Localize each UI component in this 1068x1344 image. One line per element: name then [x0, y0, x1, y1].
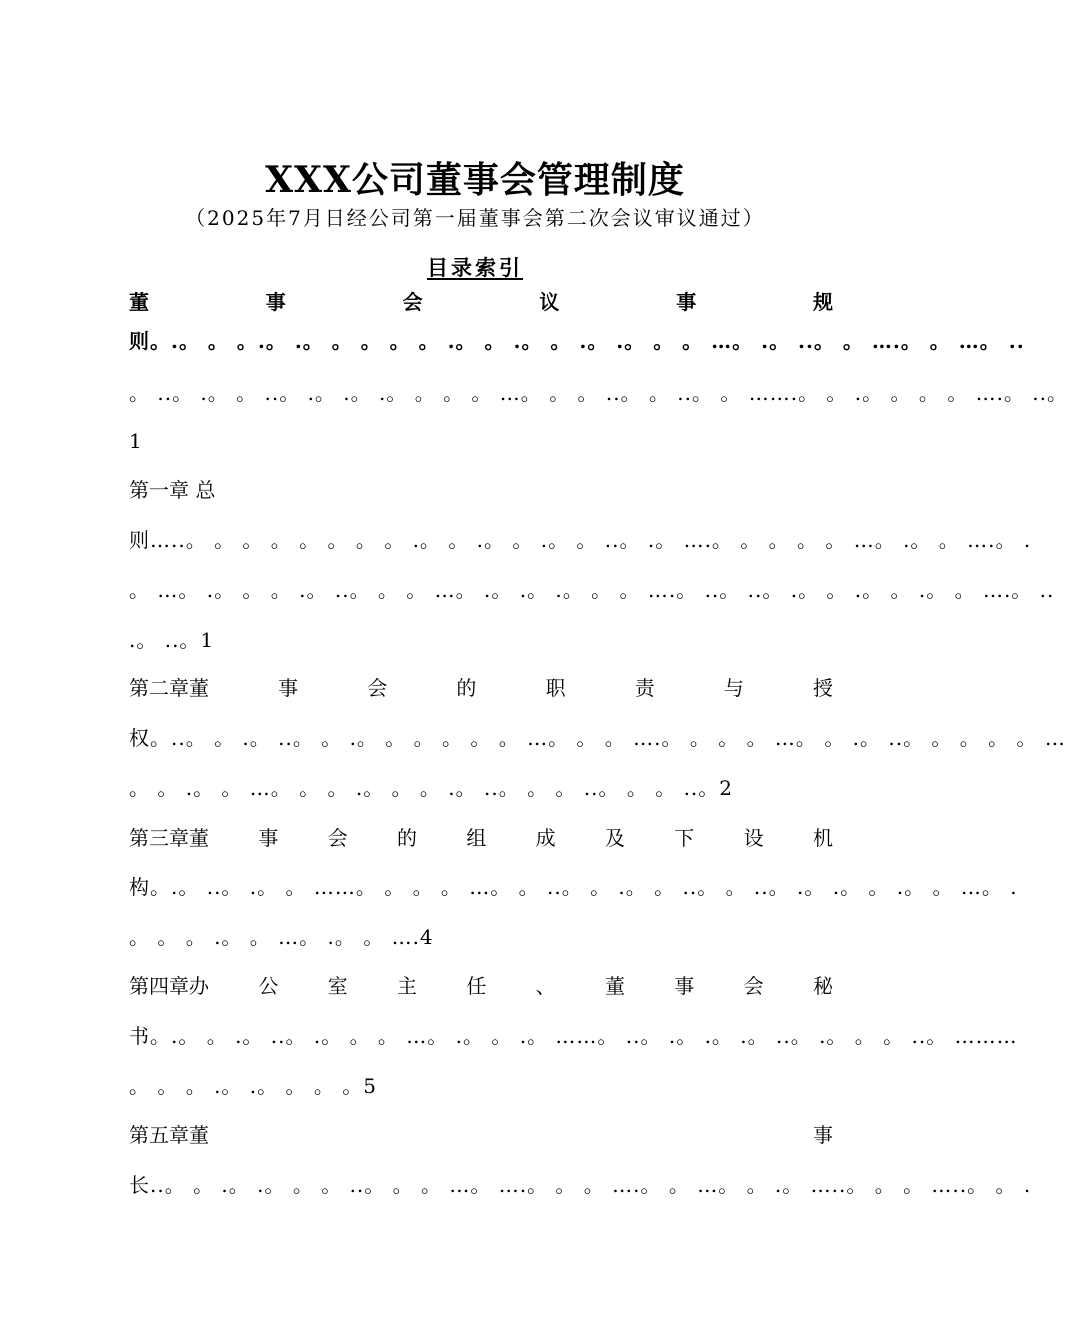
toc-entry-1-line-0: 则…..。 。 。 。 。 。 。 。 .。 。 .。 。 .。 。 ..。 .。 ….。 。 。 。 。 …。 .。 。 ….。 .	[129, 528, 1032, 552]
toc-entry-0-title[interactable]	[129, 289, 833, 315]
toc-char: 公	[258, 974, 279, 998]
toc-char: 事	[674, 974, 695, 998]
toc-heading	[0, 252, 950, 282]
toc-char: 的	[396, 826, 417, 850]
toc-char: 室	[327, 974, 348, 998]
toc-char: 事	[813, 1123, 833, 1147]
toc-entry-1-page: .。 ..。1	[129, 628, 215, 652]
toc-char: 事	[676, 290, 697, 314]
toc-char: 第一章 总	[129, 478, 216, 502]
toc-entry-3-line-0: 构。.。 ..。 .。 。 ……。 。 。 。 …。 。 ..。 。 .。 。 ..。 。 ..。 .。 .。 。 .。 。 …。 .	[129, 875, 1018, 899]
toc-char: 议	[539, 290, 560, 314]
toc-entry-2-line-1: 。 。 .。 。 …。 。 。 .。 。 。 .。 ..。 。 。 ..。 。 。 ..。2	[129, 776, 734, 800]
toc-entry-5-title[interactable]	[129, 1122, 833, 1148]
toc-entry-0-page: 1	[129, 429, 142, 453]
toc-char: 事	[278, 676, 299, 700]
toc-entry-2-line-0: 权。..。 。 .。 ..。 。 .。 。 。 。 。 。 …。 。 。 ….。 。 。 。 …。 。 .。 ..。 。 。 。 。 …	[129, 726, 1066, 750]
toc-char: 会	[402, 290, 423, 314]
toc-char: 第四章办	[129, 974, 209, 998]
toc-entry-1-line-1: 。 …。 .。 。 。 .。 ..。 。 。 …。 .。 .。 .。 。 。 ….。 ..。 ..。 .。 。 .。 。 .。 。 ….。 ..	[129, 578, 1055, 602]
toc-char: 与	[723, 676, 744, 700]
toc-entry-5-line-0: 长..。 。 .。 .。 。 。 ..。 。 。 …。 ….。 。 。 ….。 。 …。 。 .。 …..。 。 。 …..。 。 .	[129, 1173, 1032, 1197]
toc-char: 、	[535, 974, 556, 998]
toc-char: 第五章董	[129, 1123, 209, 1147]
toc-char: 会	[327, 826, 348, 850]
toc-char: 会	[743, 974, 764, 998]
toc-char: 董	[129, 290, 149, 314]
toc-heading-text: 目录索引	[427, 255, 523, 280]
toc-char: 授	[812, 676, 833, 700]
toc-char: 的	[456, 676, 477, 700]
toc-entry-4-line-0: 书。.。 。 .。 ..。 .。 。 。 …。 .。 。 .。 ……。 ..。 .。 .。 .。 ..。 .。 。 。 ..。 ………	[129, 1024, 1018, 1048]
toc-char: 秘	[812, 974, 833, 998]
toc-char: 及	[604, 826, 625, 850]
document-subtitle: （2025年7月日经公司第一届董事会第二次会议审议通过）	[185, 206, 765, 230]
toc-entry-0-line-0	[129, 328, 1025, 354]
toc-char: 组	[466, 826, 487, 850]
toc-char: 任	[466, 974, 487, 998]
toc-char: 责	[634, 676, 655, 700]
document-title: XXX公司董事会管理制度	[265, 159, 685, 201]
toc-char: 规	[812, 290, 833, 314]
toc-char: 设	[743, 826, 764, 850]
toc-char: 主	[396, 974, 417, 998]
toc-char: 董	[604, 974, 625, 998]
toc-char: 第二章董	[129, 676, 209, 700]
toc-entry-4-line-1: 。 。 。 .。 .。 。 。 。5	[129, 1074, 377, 1098]
toc-char: 成	[535, 826, 556, 850]
toc-char: 职	[545, 676, 566, 700]
toc-entry-1-title[interactable]	[129, 477, 833, 503]
toc-entry-3-title[interactable]	[129, 825, 833, 851]
toc-char: 会	[367, 676, 388, 700]
toc-char: 事	[258, 826, 279, 850]
toc-char: 事	[265, 290, 286, 314]
toc-char: 机	[812, 826, 833, 850]
toc-char: 第三章董	[129, 826, 209, 850]
toc-entry-2-title[interactable]	[129, 675, 833, 701]
toc-char: 下	[674, 826, 695, 850]
toc-entry-4-title[interactable]	[129, 973, 833, 999]
toc-line-text: 则。.。 。 。.。 .。 。 。 。 。 .。 。 .。 。 .。 .。 。 。 …。 .。 ..。 。 ….。 。 …。 ..	[129, 329, 1025, 353]
toc-entry-0-line-1: 。 ..。 .。 。 ..。 .。 .。 .。 。 。 。 …。 。 。 ..。 。 ..。 。 …….。 。 .。 。 。 。 ….。 ..。	[129, 381, 1068, 405]
toc-entry-3-line-1: 。 。 。 .。 。 …。 .。 。 ….4	[129, 925, 434, 949]
